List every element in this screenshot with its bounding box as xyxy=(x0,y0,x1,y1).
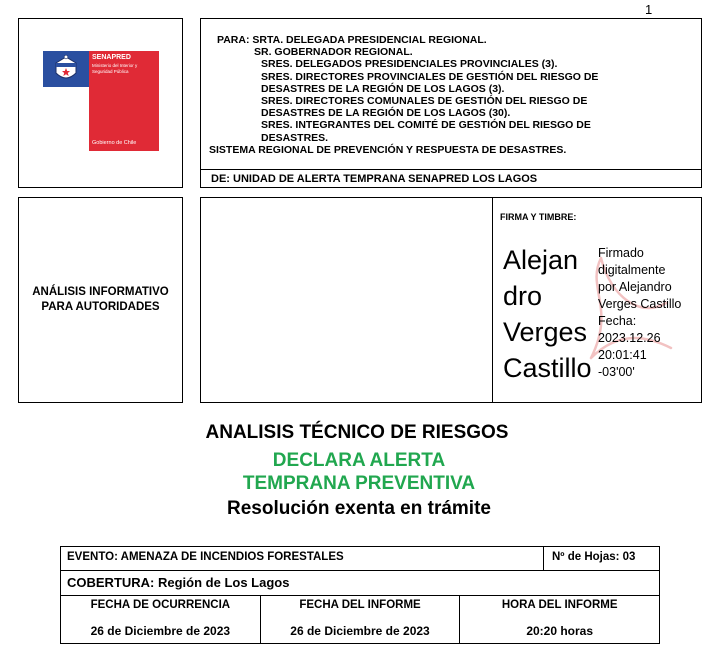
addressee-line: PARA: SRTA. DELEGADA PRESIDENCIAL REGIONAL. xyxy=(217,34,487,46)
column-value: 26 de Diciembre de 2023 xyxy=(290,624,430,638)
addressee-line: SR. GOBERNADOR REGIONAL. xyxy=(254,46,413,59)
main-title: ANALISIS TÉCNICO DE RIESGOS xyxy=(205,422,509,443)
logo-text-panel xyxy=(89,51,159,151)
signature-detail-line: por Alejandro xyxy=(598,280,672,294)
analysis-label-box xyxy=(18,197,183,403)
column-value: 26 de Diciembre de 2023 xyxy=(90,624,231,638)
logo-seal-panel xyxy=(43,51,89,151)
signature-name-line: Alejan xyxy=(503,245,579,275)
logo-government: Gobierno de Chile xyxy=(92,140,137,146)
senapred-logo xyxy=(43,51,159,151)
addressee-line: DESASTRES DE LA REGIÓN DE LOS LAGOS (30). xyxy=(261,107,511,120)
addressee-line: DESASTRES DE LA REGIÓN DE LOS LAGOS (3). xyxy=(261,82,505,95)
event-table xyxy=(60,546,660,644)
signature-detail-line: -03'00' xyxy=(598,365,635,379)
addressee-line: SISTEMA REGIONAL DE PREVENCIÓN Y RESPUESTA DE DESASTRES. xyxy=(209,143,567,156)
column-label: FECHA DEL INFORME xyxy=(299,599,421,611)
signature-detail-line: Fecha: xyxy=(598,314,637,328)
sheet-count: Nº de Hojas: 03 xyxy=(543,547,661,571)
dates-row xyxy=(61,596,659,643)
signature-name xyxy=(503,242,593,386)
sender-line: DE: UNIDAD DE ALERTA TEMPRANA SENAPRED LOS LAGOS xyxy=(201,169,701,187)
logo-ministry: Ministerio del Interior y Seguridad Pública xyxy=(92,63,138,74)
resolution-status: Resolución exenta en trámite xyxy=(227,498,491,519)
logo-brand: SENAPRED xyxy=(92,54,131,61)
addressee-line: DESASTRES. xyxy=(261,131,329,144)
column-value: 20:20 horas xyxy=(526,624,594,638)
column-label: HORA DEL INFORME xyxy=(501,599,618,611)
signature-detail-line: 2023.12.26 xyxy=(598,331,661,345)
signature-detail-line: digitalmente xyxy=(598,263,666,277)
signature-box xyxy=(492,197,702,403)
addressee-box xyxy=(200,18,702,188)
logo-box xyxy=(18,18,183,188)
analysis-label: ANÁLISIS INFORMATIVO PARA AUTORIDADES xyxy=(32,286,169,313)
signature-detail-line: Verges Castillo xyxy=(598,297,682,311)
event-type: EVENTO: AMENAZA DE INCENDIOS FORESTALES xyxy=(67,551,344,563)
signature-detail xyxy=(598,245,702,381)
blank-box xyxy=(200,197,493,403)
report-date-cell xyxy=(260,596,460,643)
addressee-line: SRES. DIRECTORES PROVINCIALES DE GESTIÓN DEL RIESGO DE xyxy=(261,70,599,83)
signature-label: FIRMA Y TIMBRE: xyxy=(500,212,577,222)
occurrence-date-cell xyxy=(61,596,260,643)
signature-name-line: Verges xyxy=(503,317,588,347)
signature-name-line: dro xyxy=(503,281,543,311)
signature-detail-line: Firmado xyxy=(598,246,644,260)
addressee-line: SRES. DIRECTORES COMUNALES DE GESTIÓN DEL RIESGO DE xyxy=(261,95,588,108)
coat-of-arms-icon xyxy=(53,53,79,85)
addressee-line: SRES. DELEGADOS PRESIDENCIALES PROVINCIALES (3). xyxy=(261,58,558,71)
page-number: 1 xyxy=(645,2,653,17)
report-time-cell xyxy=(459,596,659,643)
alert-title-line1: DECLARA ALERTA xyxy=(272,450,446,471)
alert-title-line2: TEMPRANA PREVENTIVA xyxy=(242,473,476,494)
coverage-row: COBERTURA: Región de Los Lagos xyxy=(61,571,659,596)
addressee-list xyxy=(209,34,699,156)
column-label: FECHA DE OCURRENCIA xyxy=(90,599,231,611)
addressee-line: SRES. INTEGRANTES DEL COMITÉ DE GESTIÓN DEL RIESGO DE xyxy=(261,119,591,132)
signature-detail-line: 20:01:41 xyxy=(598,348,647,362)
signature-name-line: Castillo xyxy=(503,353,592,383)
event-row xyxy=(61,547,659,571)
